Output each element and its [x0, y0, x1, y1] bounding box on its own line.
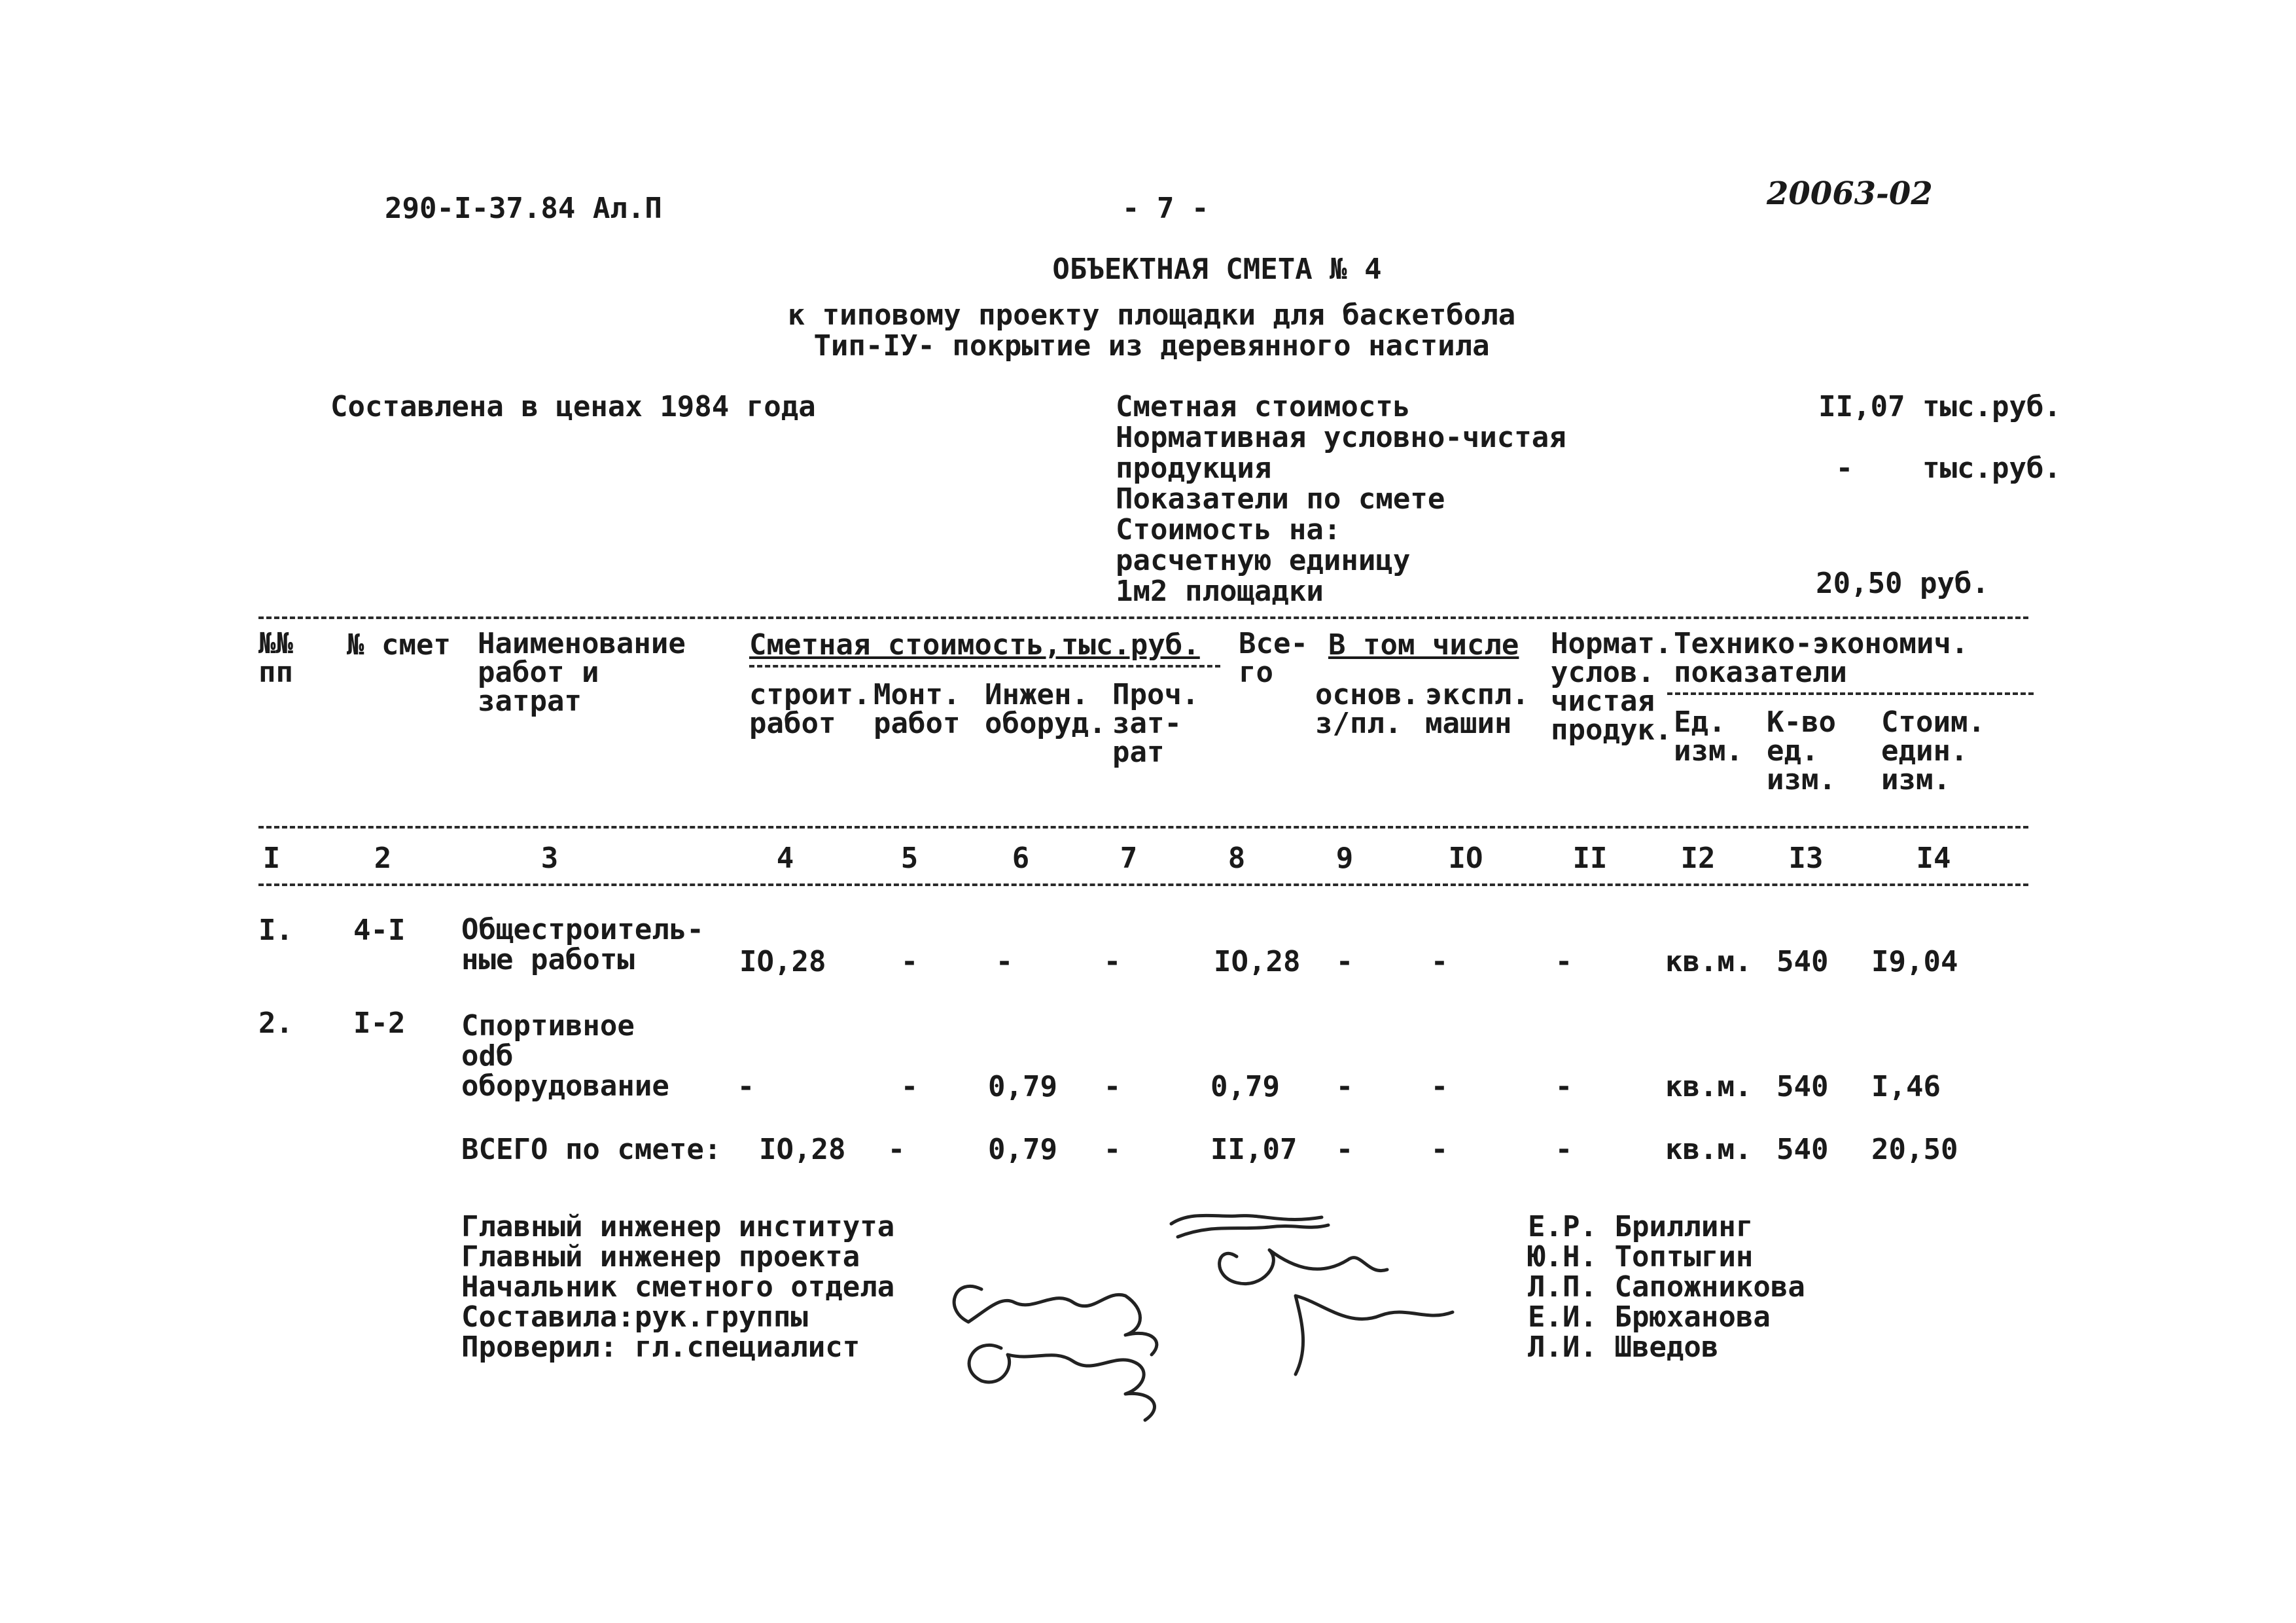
summary-line-7: 1м2 площадки [1116, 575, 1324, 608]
summary-line-1: Сметная стоимость [1116, 390, 1411, 423]
archive-number: 20063-02 [1767, 175, 1933, 212]
row-1-total: IO,28 [1214, 945, 1301, 978]
col-number-9: 9 [1335, 842, 1354, 875]
header-bottom-rule [258, 826, 2028, 829]
row-1-unit-cost: I9,04 [1871, 945, 1958, 978]
total-equipment: 0,79 [988, 1133, 1057, 1166]
header-engineering-equipment: Инжен. оборуд. [985, 678, 1106, 740]
signature-name-1: Е.Р. Бриллинг [1528, 1210, 1754, 1243]
table-top-rule [258, 616, 2028, 619]
col-number-2: 2 [374, 842, 392, 875]
page-number: - 7 - [1122, 192, 1209, 225]
summary-line-2: Нормативная условно-чистая [1116, 421, 1566, 454]
total-unit-cost: 20,50 [1871, 1133, 1958, 1166]
col-number-4: 4 [776, 842, 794, 875]
row-2-estimate: I-2 [353, 1007, 406, 1040]
summary-line-5: Стоимость на: [1116, 513, 1341, 546]
header-base-wages: основ. з/пл. [1315, 678, 1419, 740]
col-number-5: 5 [900, 842, 919, 875]
row-1-quantity: 540 [1776, 945, 1829, 978]
row-2-total: 0,79 [1210, 1070, 1280, 1103]
row-1-machines: - [1430, 945, 1449, 978]
row-1-equipment: - [995, 945, 1014, 978]
signature-role-4: Составила:рук.группы [461, 1300, 808, 1334]
signature-name-5: Л.И. Шведов [1528, 1330, 1719, 1364]
col-number-11: II [1572, 842, 1608, 875]
signature-role-5: Проверил: гл.специалист [461, 1330, 860, 1364]
row-2-net-production: - [1555, 1070, 1573, 1103]
header-quantity: К-во ед. изм. [1767, 705, 1836, 796]
row-1-construction: IO,28 [739, 945, 826, 978]
col-number-10: IO [1448, 842, 1483, 875]
document-title: ОБЪЕКТНАЯ СМЕТА № 4 [1052, 253, 1382, 286]
unit-cost-value: 20,50 руб. [1816, 567, 1989, 600]
row-1-name: Общестроитель- ные работы [461, 913, 704, 976]
header-row-number: №№ пп [258, 627, 293, 689]
row-2-number: 2. [258, 1007, 293, 1040]
signature-name-4: Е.И. Брюханова [1528, 1300, 1771, 1334]
cost-group-underline [749, 665, 1220, 668]
row-2-installation: - [900, 1070, 919, 1103]
row-1-estimate: 4-I [353, 914, 406, 947]
summary-line-6: расчетную единицу [1116, 544, 1411, 577]
header-normative-net-production: Нормат. услов. чистая продук. [1551, 627, 1672, 747]
header-unit: Ед. изм. [1674, 705, 1743, 768]
row-1-net-production: - [1555, 945, 1573, 978]
header-including-group: В том числе [1328, 628, 1519, 662]
row-2-name: Спортивное оdб оборудование [461, 1009, 669, 1103]
summary-line-4: Показатели по смете [1116, 482, 1445, 516]
header-unit-cost: Стоим. един. изм. [1881, 705, 1985, 796]
cost-value: II,07 тыс.руб. [1818, 390, 2061, 423]
total-installation: - [887, 1133, 906, 1166]
signature-role-1: Главный инженер института [461, 1210, 895, 1243]
row-1-installation: - [900, 945, 919, 978]
header-other-costs: Проч. зат- рат [1112, 678, 1199, 769]
row-1-wages: - [1335, 945, 1354, 978]
col-number-7: 7 [1120, 842, 1138, 875]
summary-line-3: продукция [1116, 452, 1272, 485]
col-number-13: I3 [1788, 842, 1824, 875]
document-subtitle: к типовому проекту площадки для баскетбола [787, 298, 1516, 332]
col-number-rule [258, 883, 2028, 886]
header-construction-works: строит. работ [749, 678, 871, 740]
document-type-line: Тип-IУ- покрытие из деревянного настила [813, 329, 1490, 363]
row-2-unit-cost: I,46 [1871, 1070, 1941, 1103]
header-tech-econ-group: Технико-экономич. показатели [1674, 627, 1969, 689]
total-label: ВСЕГО по смете: [461, 1133, 722, 1166]
total-quantity: 540 [1776, 1133, 1829, 1166]
header-installation-works: Монт. работ [874, 678, 961, 740]
header-total: Все- го [1239, 627, 1308, 689]
signature-role-2: Главный инженер проекта [461, 1240, 860, 1274]
row-2-other: - [1103, 1070, 1122, 1103]
row-1-unit: кв.м. [1665, 945, 1752, 978]
total-total: II,07 [1210, 1133, 1298, 1166]
total-construction: IO,28 [759, 1133, 846, 1166]
signature-name-3: Л.П. Сапожникова [1528, 1270, 1805, 1304]
row-2-quantity: 540 [1776, 1070, 1829, 1103]
col-number-8: 8 [1227, 842, 1246, 875]
header-cost-group: Сметная стоимость,тыс.руб. [749, 628, 1200, 662]
row-2-construction: - [737, 1070, 755, 1103]
total-wages: - [1335, 1133, 1354, 1166]
total-net-production: - [1555, 1133, 1573, 1166]
signature-role-3: Начальник сметного отдела [461, 1270, 895, 1304]
col-number-6: 6 [1012, 842, 1030, 875]
row-2-machines: - [1430, 1070, 1449, 1103]
tech-group-rule [1667, 692, 2034, 695]
total-unit: кв.м. [1665, 1133, 1752, 1166]
col-number-12: I2 [1680, 842, 1716, 875]
net-production-value: - тыс.руб. [1835, 452, 2061, 485]
col-number-1: I [262, 842, 281, 875]
row-2-unit: кв.м. [1665, 1070, 1752, 1103]
total-other: - [1103, 1133, 1122, 1166]
row-1-other: - [1103, 945, 1122, 978]
header-machine-operation: экспл. машин [1425, 678, 1529, 740]
col-number-3: 3 [540, 842, 559, 875]
col-number-14: I4 [1916, 842, 1951, 875]
row-2-wages: - [1335, 1070, 1354, 1103]
row-2-equipment: 0,79 [988, 1070, 1057, 1103]
document-code: 290-I-37.84 Ал.П [385, 192, 662, 225]
total-machines: - [1430, 1133, 1449, 1166]
prices-year: Составлена в ценах 1984 года [330, 390, 816, 423]
row-1-number: I. [258, 914, 293, 947]
header-estimate-number: № смет [347, 628, 451, 662]
handwritten-signatures [929, 1198, 1518, 1433]
header-work-name: Наименование работ и затрат [478, 627, 686, 718]
signature-name-2: Ю.Н. Топтыгин [1528, 1240, 1754, 1274]
